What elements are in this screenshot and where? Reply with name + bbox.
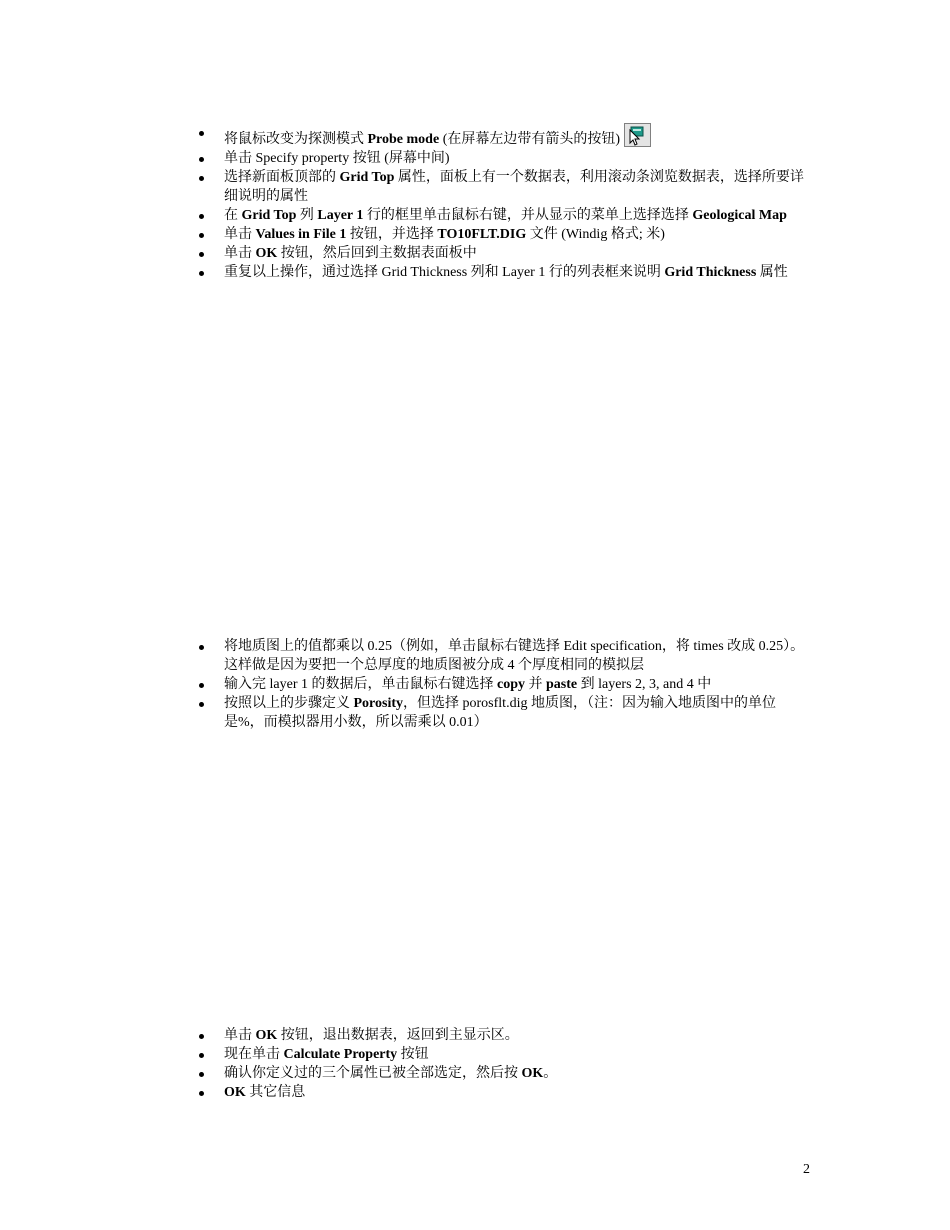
list-item: 在 Grid Top 列 Layer 1 行的框里单击鼠标右键，并从显示的菜单上选择选择 Geological Map: [195, 206, 815, 225]
list-item: 单击 Values in File 1 按钮，并选择 TO10FLT.DIG 文件 (Windig 格式; 米): [195, 225, 815, 244]
instruction-list-1: [195, 123, 815, 282]
list-item: 现在单击 Calculate Property 按钮: [195, 1045, 815, 1064]
instruction-list-3: [195, 1026, 815, 1102]
list-item: 将地质图上的值都乘以 0.25（例如，单击鼠标右键选择 Edit specification，将 times 改成 0.25）。这样做是因为要把一个总厚度的地质图被分成 4 个厚度相同的模拟层: [195, 637, 815, 675]
list-item: 输入完 layer 1 的数据后，单击鼠标右键选择 copy 并 paste 到 layers 2, 3, and 4 中: [195, 675, 815, 694]
list-item: 单击 OK 按钮，然后回到主数据表面板中: [195, 244, 815, 263]
list-item: 确认你定义过的三个属性已被全部选定，然后按 OK。: [195, 1064, 815, 1083]
probe-mode-arrow-icon: [624, 123, 651, 147]
list-item: 重复以上操作，通过选择 Grid Thickness 列和 Layer 1 行的列表框来说明 Grid Thickness 属性: [195, 263, 815, 282]
list-item: OK 其它信息: [195, 1083, 815, 1102]
list-item: 单击 Specify property 按钮 (屏幕中间): [195, 149, 815, 168]
list-item: 单击 OK 按钮，退出数据表，返回到主显示区。: [195, 1026, 815, 1045]
list-item: 按照以上的步骤定义 Porosity，但选择 porosflt.dig 地质图，（注：因为输入地质图中的单位是%，而模拟器用小数，所以需乘以 0.01）: [195, 694, 815, 732]
list-item: 选择新面板顶部的 Grid Top 属性，面板上有一个数据表，利用滚动条浏览数据表，选择所要详细说明的属性: [195, 168, 815, 206]
page-number: 2: [803, 1162, 810, 1177]
list-item: 将鼠标改变为探测模式 Probe mode (在屏幕左边带有箭头的按钮): [195, 123, 815, 149]
instruction-list-2: [195, 637, 815, 732]
